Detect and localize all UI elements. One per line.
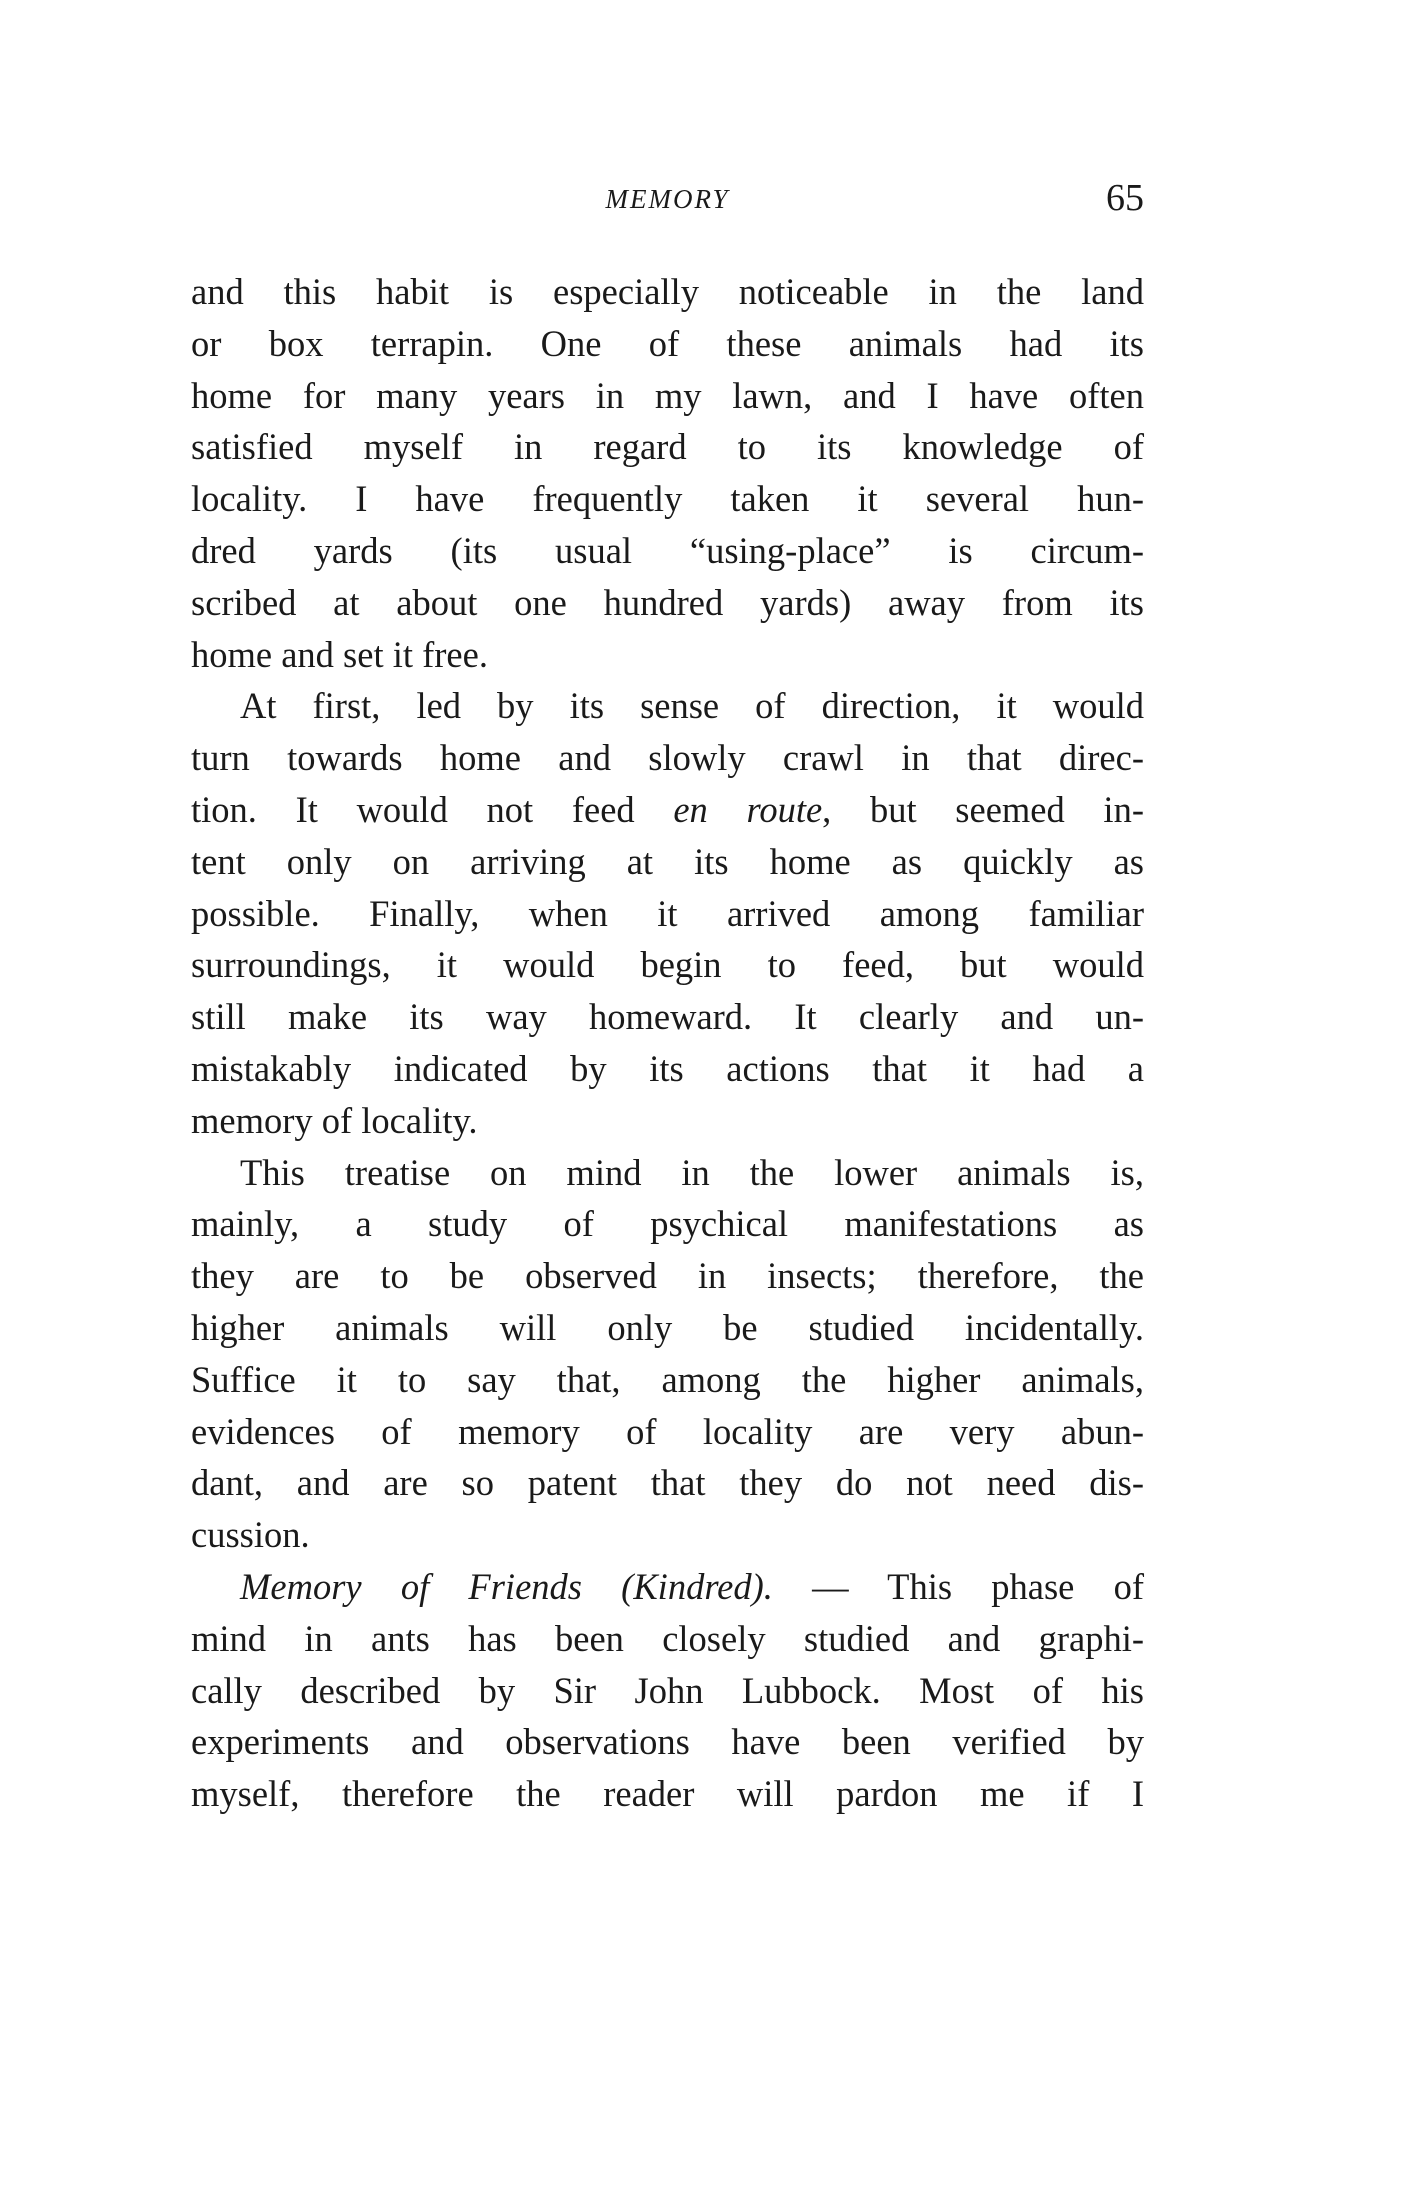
text-segment: home for many years in my lawn, and I have often (191, 374, 1144, 416)
text-line (191, 1665, 1144, 1717)
text-segment: home and set it free. (191, 633, 488, 675)
text-segment: scribed at about one hundred yards) away from its (191, 581, 1144, 623)
text-segment: At first, led by its sense of direction, it would (240, 685, 1144, 727)
text-segment: possible. Finally, when it arrived among familiar (191, 892, 1144, 934)
text-segment: dant, and are so patent that they do not need dis- (191, 1462, 1144, 1504)
text-segment: still make its way homeward. It clearly and un- (191, 996, 1144, 1038)
text-line (191, 836, 1144, 888)
text-segment: satisfied myself in regard to its knowledge of (191, 426, 1144, 468)
text-line (191, 629, 1144, 681)
text-line (191, 1716, 1144, 1768)
page-number: 65 (1106, 177, 1144, 219)
text-line (191, 1354, 1144, 1406)
text-segment: tent only on arriving at its home as quickly as (191, 840, 1144, 882)
italic-text: en route (673, 788, 823, 830)
text-line (191, 525, 1144, 577)
text-segment: turn towards home and slowly crawl in that direc- (191, 737, 1144, 779)
text-line (191, 1406, 1144, 1458)
italic-text: Memory of Friends (Kindred). (240, 1565, 773, 1607)
text-line (191, 577, 1144, 629)
text-segment: cussion. (191, 1514, 310, 1556)
text-segment: they are to be observed in insects; therefore, the (191, 1255, 1144, 1297)
text-segment: mistakably indicated by its actions that it had a (191, 1047, 1144, 1089)
text-line (191, 939, 1144, 991)
text-line (191, 1561, 1144, 1613)
text-segment: or box terrapin. One of these animals had its (191, 322, 1144, 364)
text-line (191, 1147, 1144, 1199)
text-line (191, 370, 1144, 422)
text-line (191, 1768, 1144, 1820)
text-segment: This treatise on mind in the lower animals is, (240, 1151, 1144, 1193)
text-segment: cally described by Sir John Lubbock. Most of his (191, 1669, 1144, 1711)
text-line (191, 421, 1144, 473)
text-line (191, 1043, 1144, 1095)
text-segment: surroundings, it would begin to feed, but would (191, 944, 1144, 986)
text-segment: tion. It would not feed (191, 788, 674, 830)
text-line (191, 991, 1144, 1043)
text-line (191, 1457, 1144, 1509)
text-line (191, 1613, 1144, 1665)
text-segment: , but seemed in- (822, 788, 1144, 830)
running-head (191, 176, 1144, 222)
text-segment: and this habit is especially noticeable in the land (191, 271, 1144, 312)
text-segment: higher animals will only be studied incidentally. (191, 1306, 1144, 1348)
text-segment: Suffice it to say that, among the higher animals, (191, 1358, 1144, 1400)
text-segment: locality. I have frequently taken it several hun- (191, 478, 1144, 520)
text-line (191, 473, 1144, 525)
text-segment: experiments and observations have been verified by (191, 1721, 1144, 1763)
text-segment: mainly, a study of psychical manifestations as (191, 1203, 1144, 1245)
text-line (191, 1198, 1144, 1250)
text-segment: evidences of memory of locality are very abun- (191, 1410, 1144, 1452)
text-segment: memory of locality. (191, 1099, 478, 1141)
text-line (191, 784, 1144, 836)
body-text (191, 266, 1144, 1820)
text-line (191, 1095, 1144, 1147)
text-segment: — This phase of (772, 1565, 1144, 1607)
text-line (191, 318, 1144, 370)
text-line (191, 1509, 1144, 1561)
text-line (191, 1302, 1144, 1354)
text-line (191, 1250, 1144, 1302)
text-line (191, 680, 1144, 732)
text-segment: mind in ants has been closely studied and graphi- (191, 1617, 1144, 1659)
text-segment: dred yards (its usual “using-place” is circum- (191, 529, 1144, 571)
text-line (191, 732, 1144, 784)
running-head-title: MEMORY (605, 184, 730, 214)
text-segment: myself, therefore the reader will pardon me if I (191, 1773, 1144, 1815)
text-line (191, 888, 1144, 940)
text-line (191, 266, 1144, 318)
